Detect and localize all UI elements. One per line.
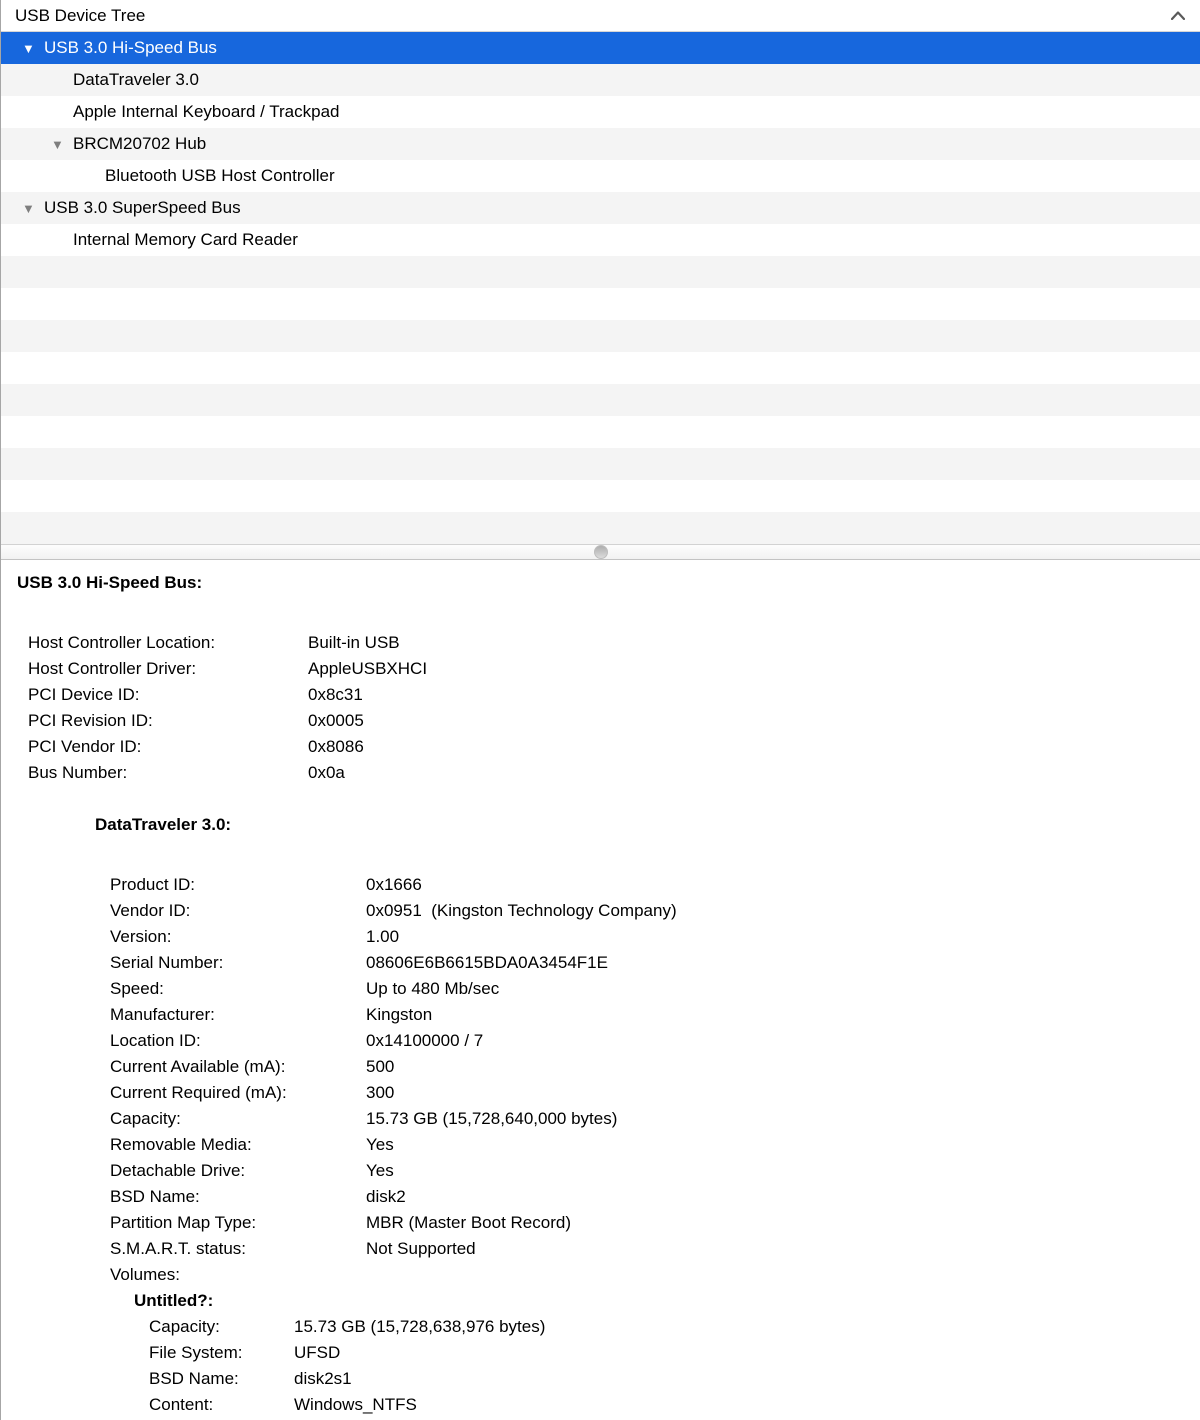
detail-value: Yes bbox=[366, 1161, 394, 1180]
detail-row bbox=[17, 760, 1200, 786]
tree-empty-row bbox=[1, 448, 1200, 480]
tree-item-brcm20702-hub[interactable] bbox=[1, 128, 1200, 160]
detail-value: 1.00 bbox=[366, 927, 400, 946]
detail-label: Removable Media: bbox=[110, 1135, 252, 1154]
detail-label: Version: bbox=[110, 927, 172, 946]
detail-row bbox=[95, 976, 1200, 1002]
detail-label: S.M.A.R.T. status: bbox=[110, 1239, 247, 1258]
volume-title: Untitled?: bbox=[134, 1291, 214, 1310]
disclosure-triangle-icon[interactable]: ▼ bbox=[22, 40, 35, 56]
detail-value: Up to 480 Mb/sec bbox=[366, 979, 500, 998]
detail-row bbox=[95, 1158, 1200, 1184]
detail-label: Host Controller Driver: bbox=[28, 659, 197, 678]
tree-empty-row bbox=[1, 512, 1200, 544]
tree-item-label: Bluetooth USB Host Controller bbox=[105, 166, 335, 185]
tree-item-internal-memory-card-reader[interactable] bbox=[1, 224, 1200, 256]
tree-empty-row bbox=[1, 256, 1200, 288]
detail-row bbox=[95, 1314, 1200, 1340]
usb-device-tree[interactable] bbox=[1, 32, 1200, 544]
tree-item-label: DataTraveler 3.0 bbox=[73, 70, 199, 89]
detail-label: PCI Device ID: bbox=[28, 685, 140, 704]
detail-row bbox=[95, 1106, 1200, 1132]
detail-row bbox=[17, 630, 1200, 656]
tree-item-usb-3-0-superspeed-bus[interactable] bbox=[1, 192, 1200, 224]
detail-value: 0x14100000 / 7 bbox=[366, 1031, 484, 1050]
detail-value: AppleUSBXHCI bbox=[308, 659, 428, 678]
detail-label: Current Available (mA): bbox=[110, 1057, 286, 1076]
detail-value: 08606E6B6615BDA0A3454F1E bbox=[366, 953, 608, 972]
detail-row bbox=[95, 1028, 1200, 1054]
detail-value: Windows_NTFS bbox=[294, 1395, 417, 1414]
detail-row bbox=[95, 1236, 1200, 1262]
volume-subsection-untitled bbox=[95, 1288, 1200, 1414]
tree-item-bluetooth-usb-host-controller[interactable] bbox=[1, 160, 1200, 192]
tree-item-apple-internal-keyboard-trackpad[interactable] bbox=[1, 96, 1200, 128]
detail-label: Capacity: bbox=[149, 1317, 220, 1336]
tree-item-label: USB 3.0 Hi-Speed Bus bbox=[44, 38, 217, 57]
detail-value: 500 bbox=[366, 1057, 395, 1076]
detail-value: 0x0005 bbox=[308, 711, 364, 730]
detail-label: Product ID: bbox=[110, 875, 196, 894]
detail-row bbox=[17, 682, 1200, 708]
detail-value: UFSD bbox=[294, 1343, 341, 1362]
tree-item-label: BRCM20702 Hub bbox=[73, 134, 207, 153]
detail-label: Location ID: bbox=[110, 1031, 201, 1050]
detail-label: Capacity: bbox=[110, 1109, 181, 1128]
detail-row bbox=[95, 1080, 1200, 1106]
tree-pane-header bbox=[1, 0, 1200, 32]
section-title: DataTraveler 3.0: bbox=[95, 815, 232, 834]
detail-value: 300 bbox=[366, 1083, 395, 1102]
detail-value: 0x1666 bbox=[366, 875, 422, 894]
detail-value: 15.73 GB (15,728,640,000 bytes) bbox=[366, 1109, 618, 1128]
tree-empty-row bbox=[1, 416, 1200, 448]
detail-row bbox=[95, 924, 1200, 950]
detail-row bbox=[17, 656, 1200, 682]
detail-value: Built-in USB bbox=[308, 633, 400, 652]
pane-title: USB Device Tree bbox=[15, 5, 146, 25]
tree-item-datatraveler-3-0[interactable] bbox=[1, 64, 1200, 96]
detail-label: PCI Revision ID: bbox=[28, 711, 153, 730]
disclosure-triangle-icon[interactable]: ▼ bbox=[22, 200, 35, 216]
detail-label: Partition Map Type: bbox=[110, 1213, 257, 1232]
detail-row bbox=[95, 1262, 1200, 1288]
detail-label: Detachable Drive: bbox=[110, 1161, 246, 1180]
detail-label: Volumes: bbox=[110, 1265, 180, 1284]
detail-value: disk2s1 bbox=[294, 1369, 352, 1388]
detail-value: MBR (Master Boot Record) bbox=[366, 1213, 571, 1232]
detail-label: Speed: bbox=[110, 979, 164, 998]
detail-row bbox=[17, 734, 1200, 760]
detail-label: PCI Vendor ID: bbox=[28, 737, 142, 756]
detail-value: 0x0a bbox=[308, 763, 345, 782]
detail-value: Yes bbox=[366, 1135, 394, 1154]
detail-row bbox=[95, 1002, 1200, 1028]
detail-row bbox=[95, 1392, 1200, 1414]
tree-item-label: Apple Internal Keyboard / Trackpad bbox=[73, 102, 340, 121]
detail-label: BSD Name: bbox=[149, 1369, 239, 1388]
section-title: USB 3.0 Hi-Speed Bus: bbox=[17, 573, 203, 592]
detail-label: Vendor ID: bbox=[110, 901, 191, 920]
detail-row bbox=[95, 1054, 1200, 1080]
tree-item-label: Internal Memory Card Reader bbox=[73, 230, 298, 249]
detail-value: 0x8086 bbox=[308, 737, 364, 756]
detail-label: Host Controller Location: bbox=[28, 633, 216, 652]
detail-row bbox=[95, 950, 1200, 976]
tree-item-label: USB 3.0 SuperSpeed Bus bbox=[44, 198, 241, 217]
detail-row bbox=[95, 1210, 1200, 1236]
detail-label: Current Required (mA): bbox=[110, 1083, 287, 1102]
detail-label: Bus Number: bbox=[28, 763, 128, 782]
detail-row bbox=[95, 1366, 1200, 1392]
detail-value: disk2 bbox=[366, 1187, 406, 1206]
detail-row bbox=[95, 872, 1200, 898]
detail-label: Serial Number: bbox=[110, 953, 224, 972]
detail-row bbox=[95, 898, 1200, 924]
detail-value: Not Supported bbox=[366, 1239, 476, 1258]
detail-row bbox=[17, 708, 1200, 734]
detail-row bbox=[95, 1132, 1200, 1158]
detail-label: File System: bbox=[149, 1343, 243, 1362]
detail-row bbox=[95, 1184, 1200, 1210]
detail-label: BSD Name: bbox=[110, 1187, 200, 1206]
splitter-knob-icon[interactable] bbox=[594, 545, 608, 559]
device-detail-pane[interactable] bbox=[1, 560, 1200, 1414]
detail-value: 15.73 GB (15,728,638,976 bytes) bbox=[294, 1317, 546, 1336]
tree-empty-row bbox=[1, 384, 1200, 416]
detail-section-usb-3-0-hi-speed-bus bbox=[17, 570, 1200, 786]
chevron-up-icon[interactable] bbox=[1168, 6, 1188, 26]
tree-item-usb-3-0-hi-speed-bus[interactable] bbox=[1, 32, 1200, 64]
detail-row bbox=[95, 1340, 1200, 1366]
tree-empty-row bbox=[1, 480, 1200, 512]
tree-empty-row bbox=[1, 352, 1200, 384]
disclosure-triangle-icon[interactable]: ▼ bbox=[51, 136, 64, 152]
tree-empty-row bbox=[1, 288, 1200, 320]
detail-value: 0x8c31 bbox=[308, 685, 363, 704]
detail-section-datatraveler-3-0 bbox=[95, 812, 1200, 1414]
detail-label: Content: bbox=[149, 1395, 214, 1414]
detail-value: 0x0951 (Kingston Technology Company) bbox=[366, 901, 677, 920]
tree-empty-row bbox=[1, 320, 1200, 352]
detail-value: Kingston bbox=[366, 1005, 433, 1024]
detail-label: Manufacturer: bbox=[110, 1005, 215, 1024]
pane-splitter[interactable] bbox=[1, 544, 1200, 560]
